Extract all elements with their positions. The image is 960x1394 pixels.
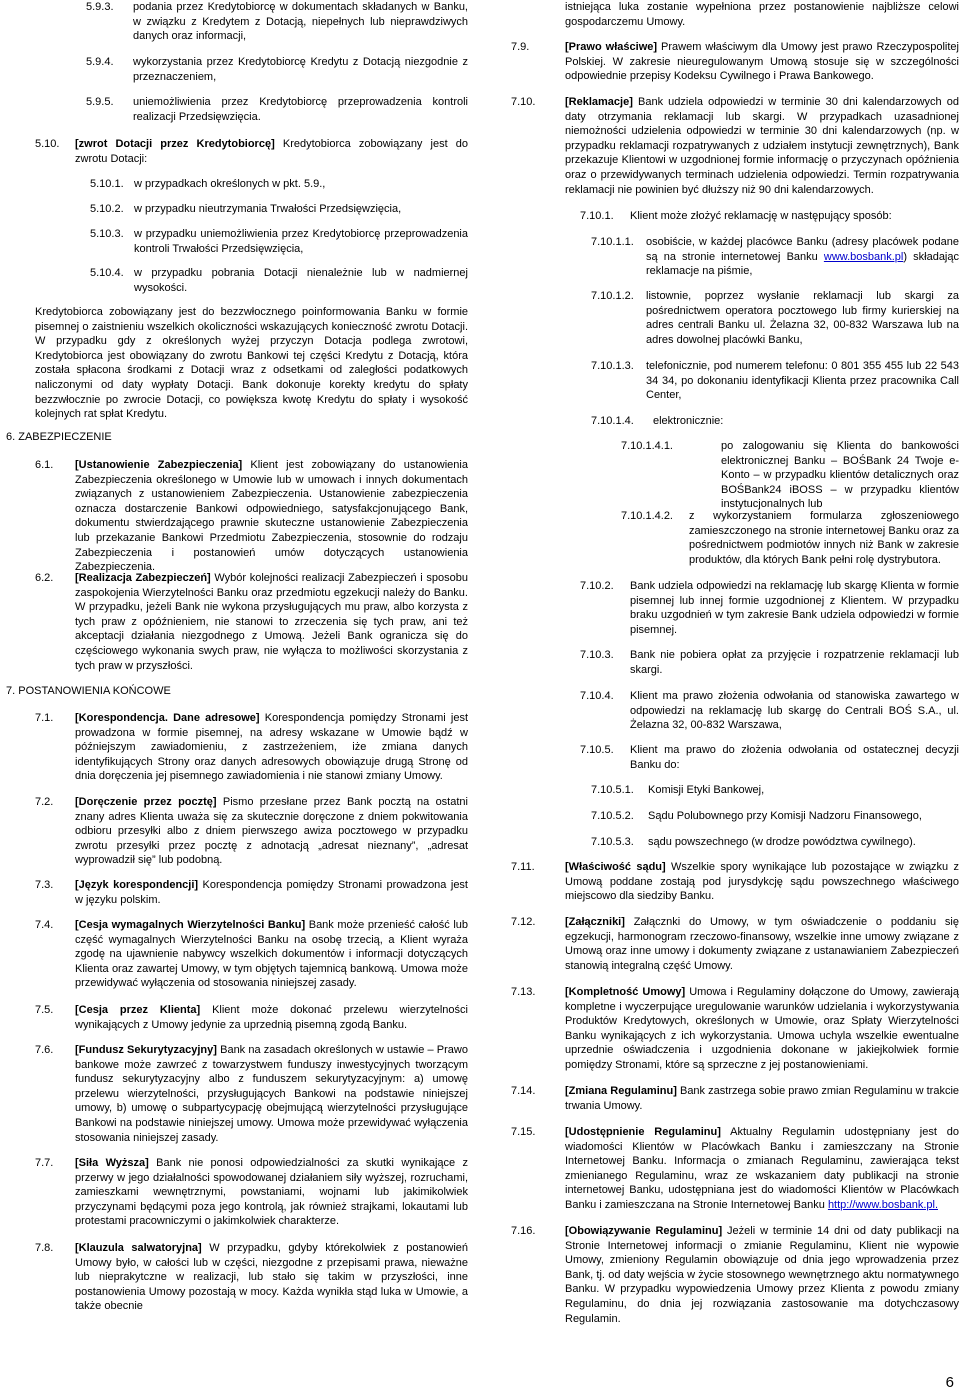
clause-5-10-3 <box>90 227 468 256</box>
clause-number: 6.1. <box>35 459 54 471</box>
clause-number: 7.11. <box>511 861 535 873</box>
clause-number: 5.10.4. <box>90 267 124 279</box>
clause-number: 7.10.3. <box>580 649 614 661</box>
clause-7-14 <box>511 1084 959 1113</box>
clause-text: podania przez Kredytobiorcę w dokumentach składanych w Banku, w związku z Kredytem z Dotacją, niepełnych lub nieprawdziwych danych oraz informacji, <box>133 1 468 43</box>
clause-text: [Siła Wyższa] Bank nie ponosi odpowiedzialności za skutki wynikające z przerwy w jego działalności spowodowanej działaniem siły wyższej, rozruchami, zamieszkami wewnętrznymi, powstaniami, wojnami lub jakimikolwiek przyczynami będącymi poza jego kontrolą, jak również strajkami, lokautami lub protestami pracowniczymi o jakimkolwiek charakterze. <box>75 1157 468 1228</box>
clause-7-6 <box>35 1043 468 1145</box>
clause-number: 7.8. <box>35 1242 54 1254</box>
clause-text: Klient może złożyć reklamację w następujący sposób: <box>630 210 892 222</box>
clause-number: 7.10.5. <box>580 744 614 756</box>
clause-text: [Ustanowienie Zabezpieczenia] Klient jest zobowiązany do ustanowienia Zabezpieczenia określonego w Umowie lub w umowach i innych dokumentach związanych z ustanowieniem Zabezpieczenia. Ustanowienie zabezpieczenia oznacza dostarczenie Bankowi odpowiedniego, satysfakcjonującego Bank, dokumentu stwierdzającego prawnie skuteczne ustanowienie Zabezpieczenia lub przekazanie Bankowi Przedmiotu Zabezpieczenia, stosownie do rodzaju Zabezpieczenia i postanowień umów dotyczących ustanowienia Zabezpieczenia. <box>75 459 468 574</box>
clause-title: [Doręczenie przez pocztę] <box>75 796 217 808</box>
clause-title: [Kompletność Umowy] <box>565 986 686 998</box>
clause-text: uniemożliwienia przez Kredytobiorcę przeprowadzenia kontroli realizacji Przedsięwzięcia. <box>133 96 468 123</box>
clause-6-2 <box>35 571 468 673</box>
clause-text: Klient ma prawo do złożenia odwołania od ostatecznej decyzji Banku do: <box>630 744 959 771</box>
clause-number: 7.10.1.3. <box>591 360 634 372</box>
clause-number: 7.10.5.2. <box>591 810 634 822</box>
clause-7-10-1-2 <box>591 289 959 347</box>
clause-number: 7.9. <box>511 41 530 53</box>
clause-title: [Ustanowienie Zabezpieczenia] <box>75 459 243 471</box>
clause-number: 5.9.5. <box>86 96 114 108</box>
bank-website-link[interactable]: www.bosbank.pl <box>823 250 904 263</box>
clause-text: [Zmiana Regulaminu] Bank zastrzega sobie prawo zmian Regulaminu w trakcie trwania Umowy. <box>565 1085 960 1112</box>
section-heading-7: 7. POSTANOWIENIA KOŃCOWE <box>6 685 171 697</box>
clause-number: 7.10.2. <box>580 580 614 592</box>
clause-number: 5.9.4. <box>86 56 114 68</box>
clause-title: [Prawo właściwe] <box>565 41 658 53</box>
clause-7-2 <box>35 795 468 868</box>
clause-title: [Fundusz Sekurytyzacyjny] <box>75 1044 217 1056</box>
clause-5-9-4 <box>86 55 468 84</box>
clause-text: [Właściwość sądu] Wszelkie spory wynikające lub pozostające w związku z Umową poddane zostają pod jurysdykcję sądu powszechnego właściwego miejscowo dla siedziby Banku. <box>565 861 960 903</box>
clause-7-10-3 <box>580 648 959 677</box>
clause-number: 7.10.4. <box>580 690 614 702</box>
clause-7-10-4 <box>580 689 959 733</box>
clause-number: 7.10.1.1. <box>591 236 634 248</box>
clause-title: [Siła Wyższa] <box>75 1157 149 1169</box>
clause-text: Bank udziela odpowiedzi na reklamację lub skargę Klienta w formie pisemnej lub innej formie uzgodnionej z Klientem. W przypadku braku uzgodnień w tym zakresie Bank udziela odpowiedzi w formie pisemnej. <box>630 580 959 636</box>
clause-7-10-5-1 <box>591 783 959 798</box>
clause-number: 7.14. <box>511 1085 536 1097</box>
clause-5-10-4 <box>90 266 468 295</box>
clause-number: 7.13. <box>511 986 536 998</box>
clause-number: 5.10.2. <box>90 203 124 215</box>
clause-text: wykorzystania przez Kredytobiorcę Kredytu z Dotacją niezgodnie z przeznaczeniem, <box>133 56 468 83</box>
clause-7-10-5 <box>580 743 959 772</box>
clause-title: [Cesja przez Klienta] <box>75 1004 201 1016</box>
section-heading-6: 6. ZABEZPIECZENIE <box>6 431 112 443</box>
clause-number: 7.16. <box>511 1225 536 1237</box>
clause-text: listownie, poprzez wysłanie reklamacji lub skargi za pośrednictwem operatora pocztowego lub firmy kurierskiej na adres centrali Banku ul. Żelazna 32, 00-832 Warszawa lub na adres dowolnej placówki Banku, <box>646 290 959 346</box>
clause-7-9 <box>511 40 959 84</box>
clause-7-10 <box>511 95 959 197</box>
clause-number: 6.2. <box>35 572 54 584</box>
clause-number: 5.10.1. <box>90 178 124 190</box>
clause-text: telefonicznie, pod numerem telefonu: 0 801 355 455 lub 22 543 34 34, po dokonaniu identyfikacji Klienta przez pracownika Call Center, <box>646 360 959 402</box>
clause-text: w przypadku pobrania Dotacji nienależnie lub w nadmiernej wysokości. <box>134 267 468 294</box>
page-number: 6 <box>945 1374 954 1391</box>
clause-text: [Fundusz Sekurytyzacyjny] Bank na zasadach określonych w ustawie – Prawo bankowe może zawrzeć z towarzystwem funduszy inwestycyjnych tworzącym fundusz sekurytyzacyjny albo z funduszem sekurytyzacyjnym: a) umowę przelewu wierzytelności, przysługujących Bankowi na podstawie niniejszej umowy, b) umowę o subpartycypację obejmującą wierzytelności przysługujące Bankowi na podstawie niniejszej umowy. Umowa może przewidywać wyłączenia stosowania niniejszej zasady. <box>75 1044 468 1144</box>
clause-text: w przypadkach określonych w pkt. 5.9., <box>134 178 326 190</box>
clause-text: [Klauzula salwatoryjna] W przypadku, gdyby którekolwiek z postanowień Umowy było, w całości lub w części, niezgodne z przepisami prawa, nieważne lub nieprakytczne w realizacji, lub stało się takim w przyszłości, inne postanowienia Umowy pozostają w mocy. Każda wynikła stąd luka w Umowie, a także obecnie <box>75 1242 468 1313</box>
clause-text: [Korespondencja. Dane adresowe] Korespondencja pomiędzy Stronami jest prowadzona w formie pisemnej, na adresy wskazane w Umowie bądź w późniejszym zawiadomieniu, z zastrzeżeniem, iże zmiana danych identyfikujących Strony oraz danych adresowych obowiązuje drugą Stronę od dnia doręczenia jej pisemnego zawiadomienia i nie stanowi zmiany Umowy. <box>75 712 468 783</box>
clause-5-10 <box>35 137 468 166</box>
clause-5-9-3 <box>86 0 468 44</box>
clause-number: 7.10.1.4.2. <box>621 510 673 522</box>
clause-number: 7.15. <box>511 1126 536 1138</box>
clause-7-8 <box>35 1241 468 1314</box>
clause-number: 7.12. <box>511 916 536 928</box>
clause-7-7 <box>35 1156 468 1229</box>
clause-7-10-1-4-2 <box>621 509 959 567</box>
clause-number: 7.10.1.2. <box>591 290 634 302</box>
clause-text: [zwrot Dotacji przez Kredytobiorcę] Kredytobiorca zobowiązany jest do zwrotu Dotacji: <box>75 138 469 165</box>
clause-text: Komisji Etyki Bankowej, <box>648 784 765 796</box>
clause-text: Bank nie pobiera opłat za przyjęcie i rozpatrzenie reklamacji lub skargi. <box>630 649 959 676</box>
clause-number: 7.2. <box>35 796 54 808</box>
continuation-text: istniejąca luka zostanie wypełniona przez postanowienie najbliższe celowi gospodarczemu Umowy. <box>565 1 959 28</box>
clause-number: 7.3. <box>35 879 54 891</box>
clause-7-10-1-1 <box>591 235 959 279</box>
clause-number: 5.10.3. <box>90 228 124 240</box>
clause-7-13 <box>511 985 959 1073</box>
clause-title: [Załączniki] <box>565 916 625 928</box>
clause-5-9-5 <box>86 95 468 124</box>
clause-number: 7.10.1.4. <box>591 415 634 427</box>
clause-number: 7.10.1. <box>580 210 614 222</box>
clause-7-10-1 <box>580 209 959 224</box>
clause-text: [Doręczenie przez pocztę] Pismo przesłane przez Bank pocztą na ostatni znany adres Klienta uważa się za skutecznie doręczone z dniem pokwitowania odbioru przesyłki albo z dniem pierwszego awiza pocztowego w przypadku zwrotu przesyłki przez pocztę z adnotacją „adresat nieznany”, „adresat wyprowadził się” lub podobną. <box>75 796 468 867</box>
clause-title: [Klauzula salwatoryjna] <box>75 1242 202 1254</box>
clause-number: 7.10.5.3. <box>591 836 634 848</box>
clause-7-10-5-2 <box>591 809 959 824</box>
clause-text: [Udostępnienie Regulaminu] Aktualny Regulamin udostępniany jest do wiadomości Klientów w Placówkach Banku i zamieszczany na Stronie Internetowej Banku. Informacja o zmianach Regulaminu, zawierająca tekst zmienianego Regulaminu, wraz ze wskazaniem daty publikacji na stronie internetowej Banku, udostępniana jest do wiadomości Klientów w Placówkach Banku i zamieszczana na Stronie Internetowej Banku http://www.bosbank.pl. <box>565 1126 959 1211</box>
clause-text: Sądu Polubownego przy Komisji Nadzoru Finansowego, <box>648 810 922 822</box>
clause-number: 7.4. <box>35 919 54 931</box>
clause-5-10-2 <box>90 202 468 217</box>
clause-7-3 <box>35 878 468 907</box>
clause-text: Klient ma prawo złożenia odwołania od stanowiska zawartego w odpowiedzi na reklamację lub skargę do Centrali BOŚ S.A., ul. Żelazna 32, 00-832 Warszawa, <box>630 690 959 732</box>
clause-number: 7.7. <box>35 1157 54 1169</box>
clause-title: [Udostępnienie Regulaminu] <box>565 1126 721 1138</box>
clause-text: [Obowiązywanie Regulaminu] Jeżeli w terminie 14 dni od daty publikacji na Stronie Internetowej informacji o zmianie Regulaminu, Klient nie wypowie Umowy, zmieniony Regulamin obowiązuje od dnia jego wprowadzenia przez Bank, tj. od daty wejścia w życie stosownego wewnętrznego aktu normatywnego Banku. W przypadku wypowiedzenia Umowy przez Klienta z powodu zmiany Regulaminu, do dnia jej rozwiązania zastosowanie ma dotychczasowy Regulamin. <box>565 1225 959 1325</box>
clause-text: elektronicznie: <box>653 415 724 427</box>
clause-title: [Reklamacje] <box>565 96 633 108</box>
clause-number: 7.10.5.1. <box>591 784 634 796</box>
clause-number: 7.6. <box>35 1044 54 1056</box>
clause-title: [Język korespondencji] <box>75 879 199 891</box>
clause-title: [Realizacja Zabezpieczeń] <box>75 572 211 584</box>
clause-text: [Cesja wymagalnych Wierzytelności Banku] Bank może przenieść całość lub część wymagalnych Wierzytelności Banku na osobę trzecią, a Klient wyraża zgodę na ujawnienie nabywcy wszelkich dokumentów i informacji dotyczących Klienta oraz zawartej Umowy, w tym objętych tajemnicą bankową. Umowa może przewidywać wyłączenia od stosowania niniejszej zasady. <box>75 919 469 990</box>
clause-text: [Realizacja Zabezpieczeń] Wybór kolejności realizacji Zabezpieczeń i sposobu zaspokojenia Wierzytelności Banku oraz przedmiotu egzekucji należy do Banku. W przypadku, jeżeli Bank nie wykona przysługujących mu praw, albo korzysta z tych praw z opóźnieniem, nie stanowi to zrzeczenia się tych praw, ani też akceptacji działania niezgodnego z Umową. Jeżeli Bank ogranicza się do częściowego wykonania swych praw, nie wyłącza to możliwości skorzystania z tych praw w przyszłości. <box>75 572 468 672</box>
clause-7-10-1-4 <box>591 414 959 429</box>
clause-7-15 <box>511 1125 959 1213</box>
clause-title: [Korespondencja. Dane adresowe] <box>75 712 260 724</box>
clause-text: w przypadku uniemożliwienia przez Kredytobiorcę przeprowadzenia kontroli Trwałości Przedsięwzięcia, <box>134 228 468 255</box>
clause-7-4 <box>35 918 468 991</box>
clause-number: 7.10.1.4.1. <box>621 440 673 452</box>
clause-7-10-5-3 <box>591 835 959 850</box>
clause-7-5 <box>35 1003 468 1032</box>
refund-paragraph: Kredytobiorca zobowiązany jest do bezzwłocznego poinformowania Banku w formie pisemnej o zaistnieniu wszelkich okoliczności wskazujących konieczność zwrotu Dotacji. W przypadku gdy z określonych wyżej przyczyn Dotacja podlega zwrotowi, Kredytobiorca jest obowiązany do zwrotu Bankowi tej części Kredytu z Dotacją, która została spłacona środkami z Dotacji wraz z odsetkami od zaległości podatkowych naliczonymi od daty wypłaty Dotacji. Bank dokonuje korekty kredytu do spłaty bezzwłocznie po zwrocie Dotacji, co powiększa kwotę Kredytu do spłaty i wysokość kolejnych rat spłat Kredytu. <box>35 306 468 421</box>
clause-text: [Prawo właściwe] Prawem właściwym dla Umowy jest prawo Rzeczypospolitej Polskiej. W zakresie nieuregulowanym Umową stosuje się w szczególności odpowiednie przepisy Kodeksu Cywilnego i Prawa Bankowego. <box>565 41 959 83</box>
clause-text: [Załączniki] Załącznki do Umowy, w tym oświadczenie o poddaniu się egzekucji, harmonogram rzeczowo-finansowy, wszelkie inne umowy związane z Umową oraz inne umowy i dokumenty związane z ustanawianiem Zabezpieczeń stanowią integralną część Umowy. <box>565 916 959 972</box>
clause-text: sądu powszechnego (w drodze powództwa cywilnego). <box>648 836 916 848</box>
clause-7-11 <box>511 860 959 904</box>
clause-text: [Reklamacje] Bank udziela odpowiedzi w terminie 30 dni kalendarzowych od daty otrzymania reklamacji lub skargi. W przypadkach uzasadnionej niemożności udzielenia odpowiedzi w terminie 30 dni kalendarzowych (np. w przypadku reklamacji rozpatrywanych z udziałem instytucji zewnętrznych), Bank przekazuje Klientowi w uzgodnionej formie informację o przyczynach opóźnienia oraz o przewidywanych terminach udzielenia odpowiedzi. Termin rozpatrywania reklamacji nie powinien być dłuższy niż 90 dni kalendarzowych. <box>565 96 959 196</box>
clause-text: w przypadku nieutrzymania Trwałości Przedsięwzięcia, <box>134 203 402 215</box>
clause-7-12 <box>511 915 959 973</box>
clause-7-10-1-4-1 <box>621 439 959 512</box>
clause-7-10-2 <box>580 579 959 637</box>
clause-text: [Cesja przez Klienta] Klient może dokonać przelewu wierzytelności wynikających z Umowy jedynie za uprzednią pisemną zgodą Banku. <box>75 1004 468 1031</box>
clause-7-1 <box>35 711 468 784</box>
clause-5-10-1 <box>90 177 468 192</box>
clause-number: 7.10. <box>511 96 536 108</box>
clause-title: [Właściwość sądu] <box>565 861 666 873</box>
clause-7-16 <box>511 1224 959 1326</box>
clause-number: 5.10. <box>35 138 60 150</box>
clause-title: [Zmiana Regulaminu] <box>565 1085 677 1097</box>
bank-website-link[interactable]: http://www.bosbank.pl. <box>827 1198 938 1211</box>
clause-text: z wykorzystaniem formularza zgłoszeniowego zamieszczonego na stronie internetowej Banku oraz za pośrednictwem podmiotów innych niż Bank w zakresie produktów, dla których Bank pełni rolę dystrybutora. <box>689 510 959 566</box>
clause-text: po zalogowaniu się Klienta do bankowości elektronicznej Banku – BOŚBank 24 Twoje e-Konto – w przypadku klientów detalicznych oraz BOŚBank24 iBOSS – w przypadku klientów instytucjonalnych lub <box>721 440 959 511</box>
clause-text: [Język korespondencji] Korespondencja pomiędzy Stronami prowadzona jest w języku polskim. <box>75 879 468 906</box>
clause-text: [Kompletność Umowy] Umowa i Regulaminy dołączone do Umowy, zawierają kompletne i wyczerpujące uregulowanie warunków udzielania i wykorzystywania Produktów Kredytowych, określonych w Umowie, oraz Spłaty Wierzytelności Banku wynikających z ich wykorzystania. Umowa uchyla wszelkie ewentualne uprzednie oświadczenia i uzgodnienia dokonane w jakiejkolwiek formie pomiędzy Stronami, które są sprzeczne z jej postanowieniami. <box>565 986 959 1071</box>
clause-number: 7.5. <box>35 1004 54 1016</box>
clause-title: [Cesja wymagalnych Wierzytelności Banku] <box>75 919 306 931</box>
clause-7-10-1-3 <box>591 359 959 403</box>
clause-6-1 <box>35 458 468 575</box>
clause-text: osobiście, w każdej placówce Banku (adresy placówek podane są na stronie internetowej Banku www.bosbank.pl) składając reklamacje na piśmie, <box>646 236 959 278</box>
clause-number: 5.9.3. <box>86 1 114 13</box>
clause-title: [zwrot Dotacji przez Kredytobiorcę] <box>75 138 275 150</box>
clause-title: [Obowiązywanie Regulaminu] <box>565 1225 723 1237</box>
clause-number: 7.1. <box>35 712 54 724</box>
